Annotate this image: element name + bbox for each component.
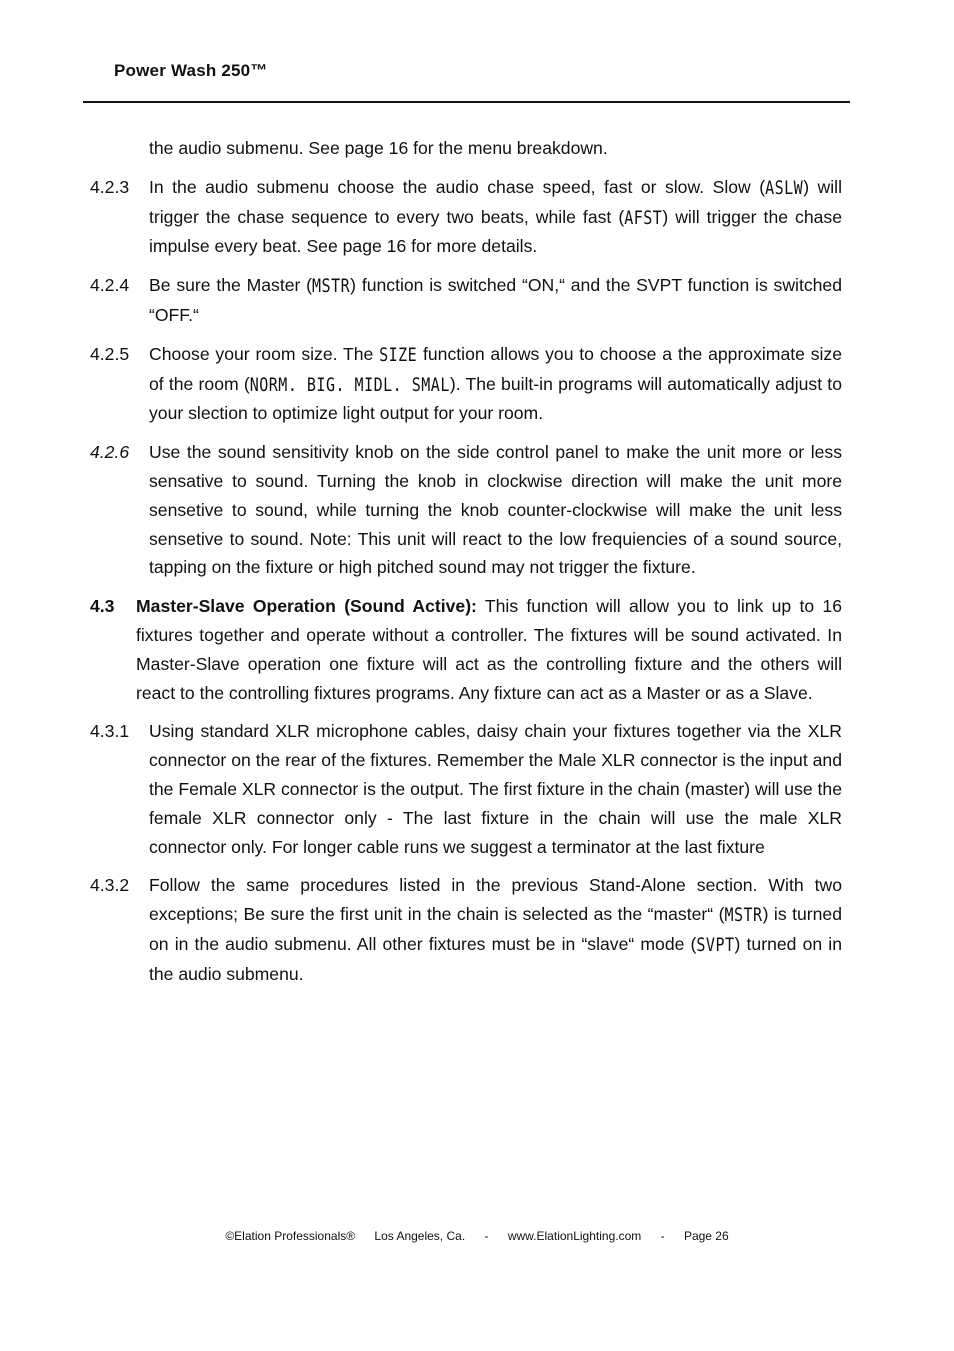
section-number: 4.2.4: [90, 275, 130, 296]
text-fragment: Follow the same procedures listed in the previous Stand-Alone section. With two exceptions; Be sure the first unit in the chain is selected as the “master“ (: [149, 875, 842, 925]
text-fragment: ) will trigger the chase sequence to every two beats, while fast (: [149, 176, 842, 227]
footer-page-number: Page 26: [683, 1229, 729, 1243]
lcd-code-room-sizes: NORM. BIG. MIDL. SMAL: [249, 373, 450, 396]
section-text: Using standard XLR microphone cables, daisy chain your fixtures together via the XLR connector on the rear of the fixtures. Remember the Male XLR connector is the input and the Female XLR connector is the output. The first fixture in the chain (master) will use the female XLR connector only - The last fixture in the chain will use the male XLR connector only. For longer cable runs we suggest a terminator at the last fixture: [149, 721, 842, 857]
section-number: 4.2.6: [90, 442, 130, 463]
section-text: [149, 340, 842, 428]
section-4-3-2: [90, 871, 842, 988]
text-fragment: ) function is switched “ON,“ and the SVPT function is switched “OFF.“: [149, 275, 842, 325]
text-fragment: ) will trigger the chase impulse every beat. See page 16 for more details.: [149, 206, 842, 257]
section-number: 4.2.3: [90, 176, 130, 197]
footer-company: ©Elation Professionals®: [225, 1229, 356, 1243]
section-number: 4.2.5: [90, 343, 130, 364]
section-text: [136, 592, 842, 707]
text-fragment: ) is turned on in the audio submenu. All other fixtures must be in “slave“ mode (: [149, 904, 842, 954]
text-fragment: Choose your room size. The: [149, 343, 380, 364]
section-number: 4.3.1: [90, 721, 130, 742]
page-footer: [0, 1229, 954, 1243]
text-fragment: In the audio submenu choose the audio chase speed, fast or slow. Slow (: [149, 176, 766, 197]
footer-location: Los Angeles, Ca.: [374, 1229, 466, 1243]
intro-text: the audio submenu. See page 16 for the menu breakdown.: [149, 138, 608, 158]
section-text: [149, 173, 842, 261]
text-fragment: ). The built-in programs will automatically adjust to your slection to optimize light output for your room.: [149, 373, 842, 424]
lcd-code-svpt: SVPT: [696, 933, 735, 957]
lcd-code-size: SIZE: [379, 343, 418, 366]
section-number: 4.3.2: [90, 875, 130, 896]
section-text: [149, 871, 842, 988]
footer-website: www.ElationLighting.com: [507, 1229, 642, 1243]
text-fragment: Be sure the Master (: [149, 275, 313, 296]
header-title: Power Wash 250™: [114, 61, 268, 80]
lcd-code-afst: AFST: [624, 206, 663, 229]
document-body: [90, 134, 842, 999]
section-4-2-5: [90, 340, 842, 428]
header-divider: [83, 101, 850, 103]
section-number: 4.3: [90, 596, 115, 617]
section-4-3: [90, 592, 842, 707]
section-4-2-3: [90, 173, 842, 261]
section-heading: Master-Slave Operation (Sound Active):: [136, 596, 477, 617]
paragraph-intro: [90, 134, 842, 163]
lcd-code-mstr: MSTR: [724, 903, 763, 927]
text-fragment: function allows you to choose a the approximate size of the room (: [149, 343, 842, 394]
section-text: Use the sound sensitivity knob on the side control panel to make the unit more or less sensative to sound. Turning the knob in clockwise direction will make the unit more sensetive to sound, while turning the knob counter-clockwise will make the unit less sensetive to sound. Note: This unit will react to the low frequiencies of a sound source, tapping on the fixture or high pitched sound may not trigger the fixture.: [149, 442, 842, 578]
footer-separator: -: [484, 1229, 489, 1243]
lcd-code-mstr: MSTR: [312, 274, 351, 298]
section-text: [149, 271, 842, 330]
section-4-2-6: [90, 438, 842, 582]
section-4-2-4: [90, 271, 842, 330]
text-fragment: ) turned on in the audio submenu.: [149, 933, 842, 984]
lcd-code-aslw: ASLW: [765, 176, 804, 199]
footer-separator: -: [660, 1229, 665, 1243]
section-4-3-1: [90, 717, 842, 861]
text-fragment: This function will allow you to link up to 16 fixtures together and operate without a controller. The fixtures will be sound activated. In Master-Slave operation one fixture will act as the controlling fixture and the others will react to the controlling fixtures programs. Any fixture can act as a Master or as a Slave.: [136, 596, 842, 703]
